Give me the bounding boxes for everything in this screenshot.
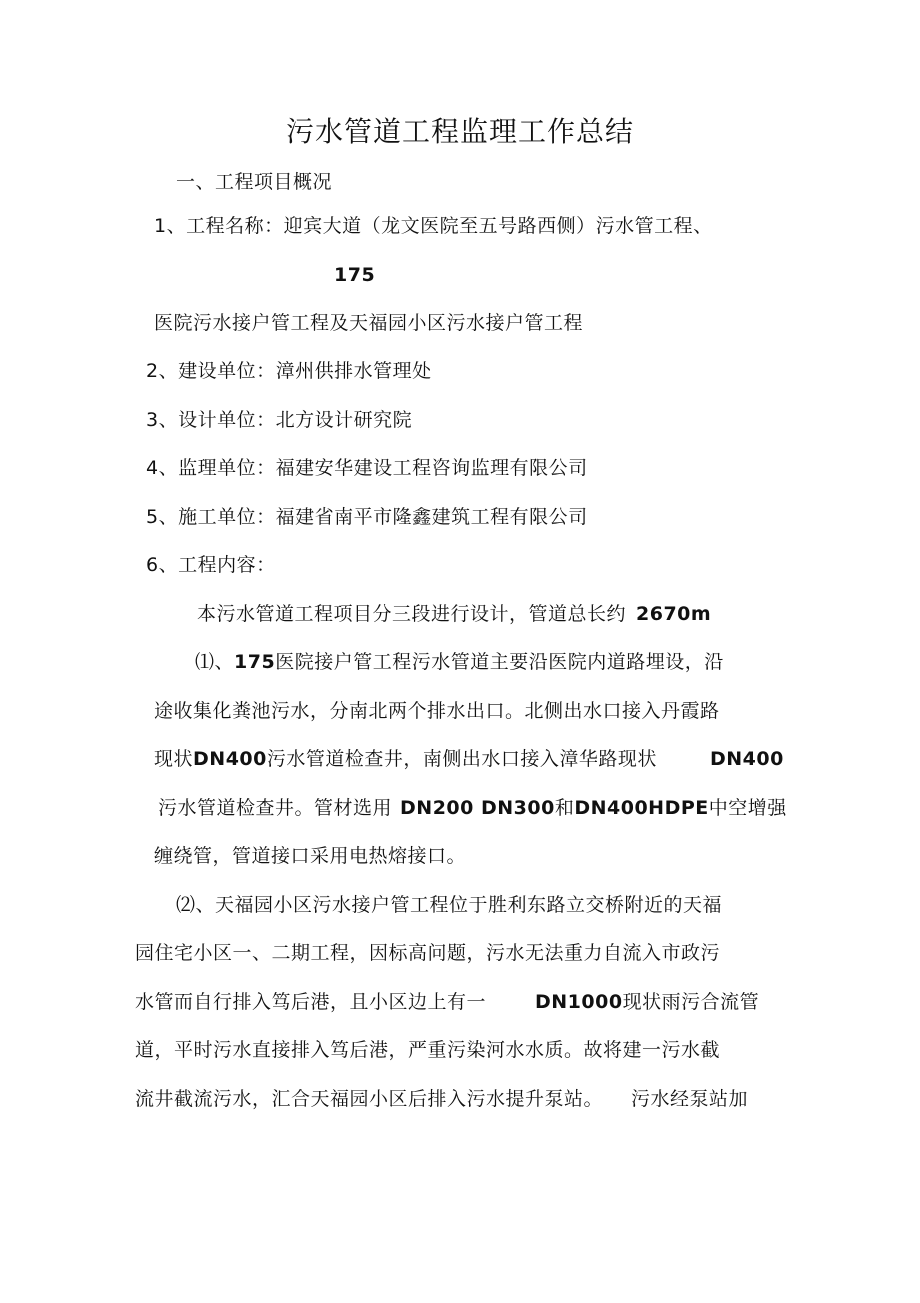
para1-dn400-a: DN400 bbox=[193, 748, 267, 770]
content-intro-text: 本污水管道工程项目分三段进行设计，管道总长约 bbox=[197, 603, 627, 625]
para1-number: 175 bbox=[234, 651, 276, 673]
project-content-label: 6、工程内容： bbox=[146, 554, 276, 576]
para1-line3-c: 污水管道检查井，南侧出水口接入漳华路现状 bbox=[266, 748, 657, 770]
para1-line4-and: 和 bbox=[554, 797, 575, 819]
total-length: 2670m bbox=[636, 603, 712, 625]
para1-dn200-300: DN200 DN300 bbox=[400, 797, 555, 819]
supervision-unit: 4、监理单位：福建安华建设工程咨询监理有限公司 bbox=[146, 457, 588, 479]
para1-line1-text: 医院接户管工程污水管道主要沿医院内道路埋设，沿 bbox=[275, 651, 724, 673]
para2-dn1000 bbox=[535, 990, 759, 1014]
document-title: 污水管道工程监理工作总结 bbox=[285, 115, 634, 148]
para1-line2: 途收集化粪池污水，分南北两个排水出口。北侧出水口接入丹霞路 bbox=[154, 700, 720, 722]
para2-line3-a: 水管而自行排入笃后港，且小区边上有一 bbox=[135, 991, 487, 1013]
project-name-continuation: 医院污水接户管工程及天福园小区污水接户管工程 bbox=[154, 312, 584, 334]
para1-dn400-b: DN400 bbox=[710, 748, 784, 770]
section-heading: 一、工程项目概况 bbox=[176, 171, 333, 193]
design-unit: 3、设计单位：北方设计研究院 bbox=[146, 409, 413, 431]
para2-dn1000-text: DN1000 bbox=[535, 991, 623, 1013]
construction-unit: 2、建设单位：漳州供排水管理处 bbox=[146, 360, 432, 382]
para2-line3 bbox=[135, 990, 760, 1014]
para1-line4-e: 中空增强 bbox=[708, 797, 787, 819]
para1-marker: ⑴、 bbox=[195, 651, 235, 673]
para2-line2: 园住宅小区一、二期工程，因标高问题，污水无法重力自流入市政污 bbox=[135, 942, 721, 964]
project-name-line: 1、工程名称：迎宾大道（龙文医院至五号路西侧）污水管工程、 bbox=[154, 215, 713, 237]
para1-line4 bbox=[158, 796, 787, 820]
para1-dn400hdpe: DN400HDPE bbox=[574, 797, 709, 819]
para2-line5-b: 污水经泵站加 bbox=[631, 1088, 749, 1110]
para2-line5 bbox=[135, 1087, 765, 1111]
content-intro bbox=[197, 602, 711, 626]
para1-line3 bbox=[154, 747, 784, 771]
para1-line1 bbox=[195, 650, 724, 674]
para1-line3-a: 现状 bbox=[154, 748, 194, 770]
para1-line4-a: 污水管道检查井。管材选用 bbox=[158, 797, 393, 819]
para2-line3-c: 现状雨污合流管 bbox=[622, 991, 760, 1013]
para2-line5-a: 流井截流污水，汇合天福园小区后排入污水提升泵站。 bbox=[135, 1088, 604, 1110]
para2-line1: ⑵、天福园小区污水接户管工程位于胜利东路立交桥附近的天福 bbox=[176, 894, 723, 916]
para1-line5: 缠绕管，管道接口采用电热熔接口。 bbox=[154, 845, 467, 867]
project-name-number: 175 bbox=[334, 264, 376, 286]
para2-line4: 道，平时污水直接排入笃后港，严重污染河水水质。故将建一污水截 bbox=[135, 1039, 721, 1061]
contractor-unit: 5、施工单位：福建省南平市隆鑫建筑工程有限公司 bbox=[146, 506, 588, 528]
